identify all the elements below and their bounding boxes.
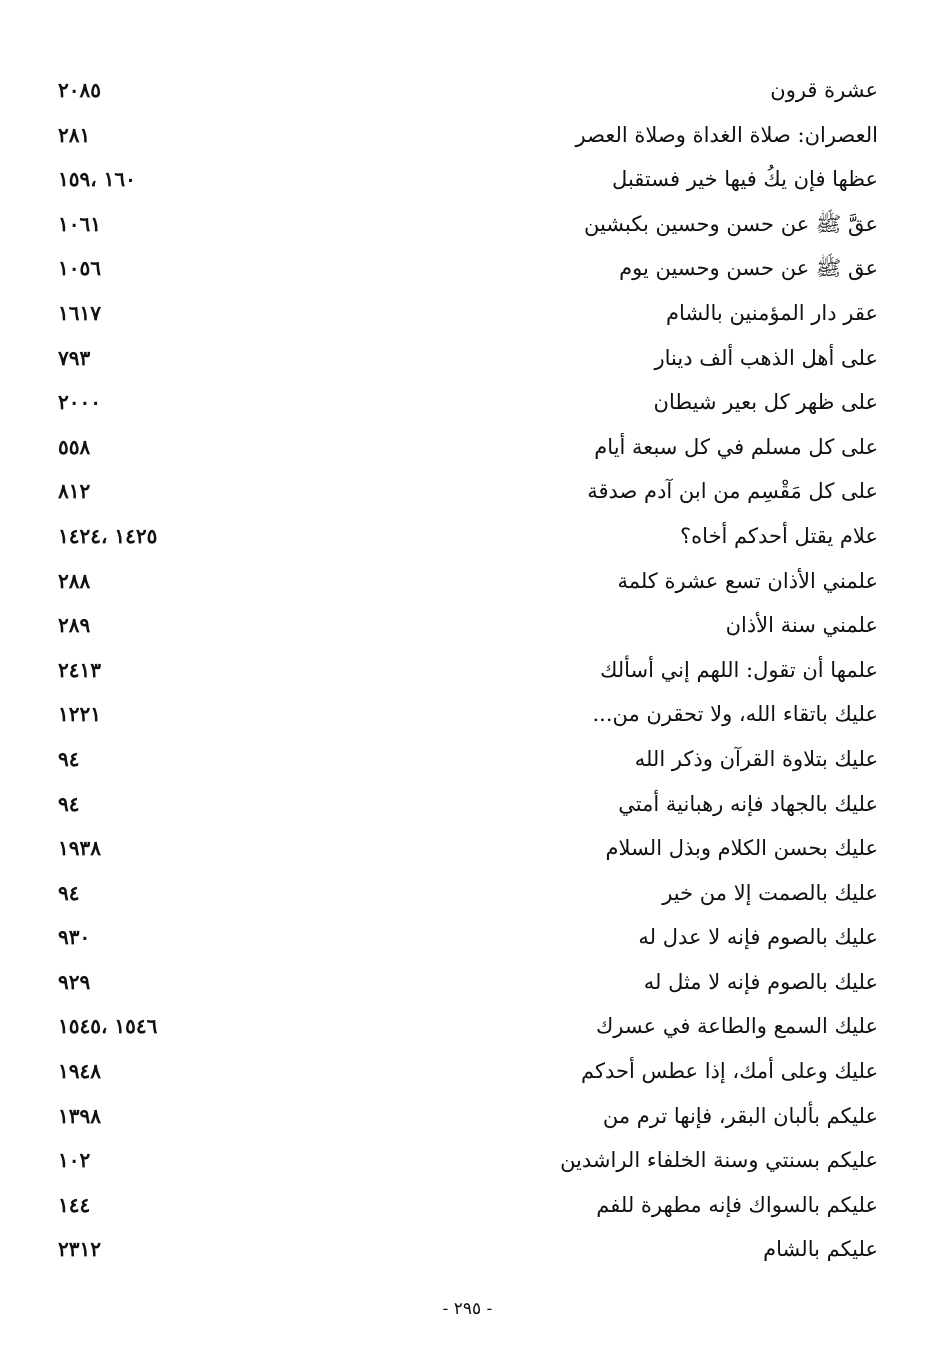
index-entry (0, 960, 935, 1005)
index-entry (0, 514, 935, 559)
entry-text: عق ﷺ عن حسن وحسين يوم (619, 256, 878, 281)
entry-text: عليك وعلى أمك، إذا عطس أحدكم (581, 1059, 878, 1084)
entry-text: علمها أن تقول: اللهم إني أسألك (600, 657, 878, 682)
entry-refs: ٢٨٨ (58, 568, 91, 593)
entry-refs: ١٢٢١ (58, 702, 101, 727)
index-entry (0, 737, 935, 782)
entry-refs: ١٠٥٦ (58, 256, 101, 281)
index-entry (0, 113, 935, 158)
entry-refs: ١٦١٧ (58, 300, 101, 325)
entry-text: على كل مسلم في كل سبعة أيام (594, 434, 878, 459)
index-entry (0, 692, 935, 737)
page-number: - ٢٩٥ - (442, 1299, 493, 1319)
entry-text: عليك بتلاوة القرآن وذكر الله (634, 746, 878, 771)
entry-text: علمني سنة الأذان (725, 613, 878, 638)
index-entry (0, 1227, 935, 1272)
index-entry (0, 291, 935, 336)
entry-refs: ١٦٠ ،١٥٩ (58, 167, 136, 192)
index-entry (0, 336, 935, 381)
entry-refs: ٢٤١٣ (58, 657, 101, 682)
entry-text: عليك بالصمت إلا من خير (662, 880, 878, 905)
index-entry (0, 1004, 935, 1049)
entry-refs: ٢٠٠٠ (58, 390, 101, 415)
index-entry (0, 915, 935, 960)
entry-text: على كل مَقْسِم من ابن آدم صدقة (587, 479, 878, 504)
index-entry (0, 380, 935, 425)
index-entry (0, 1094, 935, 1139)
index-entry (0, 1049, 935, 1094)
entry-text: عليكم بالسواك فإنه مطهرة للفم (596, 1192, 878, 1217)
index-entry (0, 648, 935, 693)
entry-refs: ٢٨١ (58, 122, 91, 147)
hadith-index-list (0, 68, 935, 1272)
entry-refs: ١٩٣٨ (58, 836, 101, 861)
index-entry (0, 157, 935, 202)
entry-refs: ٩٢٩ (58, 969, 91, 994)
entry-text: عظها فإن يكُ فيها خير فستقبل (612, 167, 878, 192)
entry-text: عليك بالجهاد فإنه رهبانية أمتي (618, 791, 878, 816)
entry-text: علمني الأذان تسع عشرة كلمة (617, 568, 878, 593)
entry-text: عليك بحسن الكلام وبذل السلام (605, 836, 878, 861)
index-entry (0, 871, 935, 916)
entry-refs: ٢٣١٢ (58, 1237, 101, 1262)
entry-text: العصران: صلاة الغداة وصلاة العصر (575, 122, 878, 147)
entry-text: عشرة قرون (770, 78, 878, 102)
entry-refs: ١٠٢ (58, 1148, 91, 1173)
index-entry (0, 246, 935, 291)
entry-text: عليك السمع والطاعة في عسرك (596, 1014, 878, 1039)
entry-refs: ٩٣٠ (58, 925, 91, 950)
entry-text: عليكم بسنتي وسنة الخلفاء الراشدين (560, 1148, 878, 1173)
index-entry (0, 68, 935, 113)
entry-text: علام يقتل أحدكم أخاه؟ (680, 523, 878, 548)
entry-text: عقر دار المؤمنين بالشام (666, 300, 878, 325)
entry-refs: ٢٠٨٥ (58, 78, 101, 102)
entry-refs: ١٥٤٦ ،١٥٤٥ (58, 1014, 158, 1039)
entry-refs: ١٠٦١ (58, 211, 101, 236)
entry-text: عقَّ ﷺ عن حسن وحسين بكبشين (583, 211, 878, 236)
entry-refs: ١٤٢٥ ،١٤٢٤ (58, 523, 158, 548)
index-entry (0, 782, 935, 827)
index-entry (0, 202, 935, 247)
index-entry (0, 559, 935, 604)
entry-refs: ٧٩٣ (58, 345, 91, 370)
entry-refs: ١٤٤ (58, 1192, 91, 1217)
index-entry (0, 425, 935, 470)
entry-refs: ٢٨٩ (58, 613, 91, 638)
entry-text: على ظهر كل بعير شيطان (653, 390, 878, 415)
entry-refs: ١٩٤٨ (58, 1059, 101, 1084)
entry-refs: ٩٤ (58, 880, 80, 905)
entry-text: على أهل الذهب ألف دينار (654, 345, 878, 370)
entry-refs: ٨١٢ (58, 479, 91, 504)
index-entry (0, 826, 935, 871)
entry-refs: ١٣٩٨ (58, 1103, 101, 1128)
entry-text: عليك بالصوم فإنه لا عدل له (638, 925, 878, 950)
entry-text: عليكم بالشام (763, 1237, 878, 1262)
entry-refs: ٩٤ (58, 791, 80, 816)
index-entry (0, 1183, 935, 1228)
entry-text: عليكم بألبان البقر، فإنها ترم من (602, 1103, 878, 1128)
entry-refs: ٥٥٨ (58, 434, 91, 459)
entry-text: عليك باتقاء الله، ولا تحقرن من... (592, 702, 878, 727)
index-entry (0, 603, 935, 648)
index-entry (0, 469, 935, 514)
entry-refs: ٩٤ (58, 746, 80, 771)
index-entry (0, 1138, 935, 1183)
entry-text: عليك بالصوم فإنه لا مثل له (643, 969, 878, 994)
